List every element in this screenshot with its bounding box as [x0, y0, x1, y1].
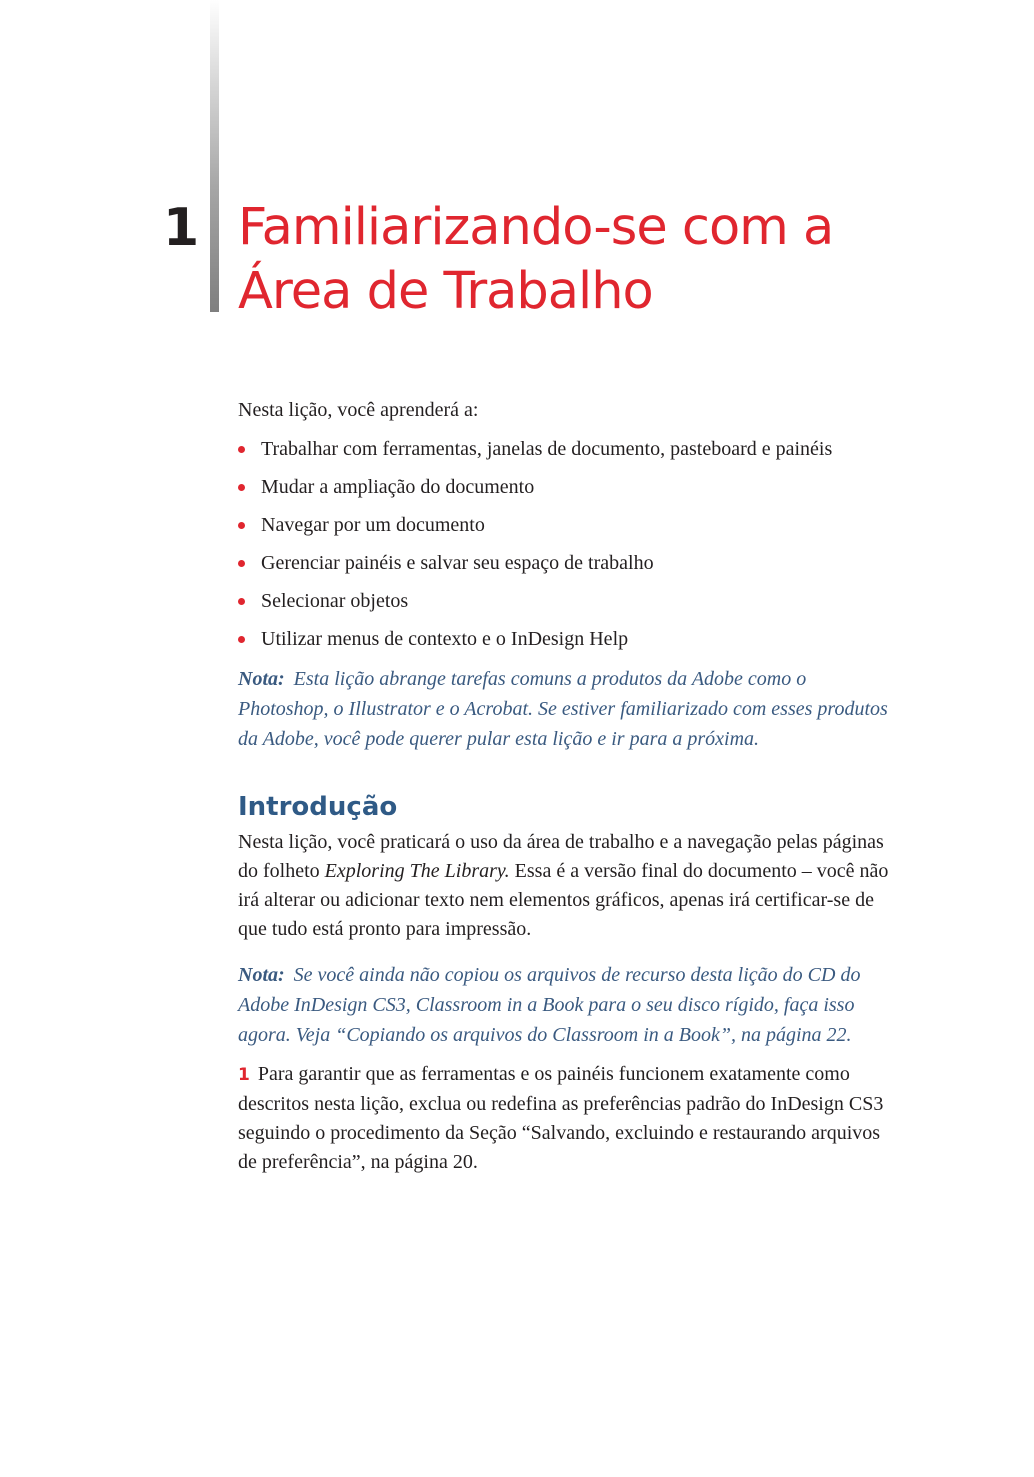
lesson-intro: Nesta lição, você aprenderá a: — [238, 399, 479, 421]
bullet-icon — [238, 598, 245, 605]
objective-item — [238, 588, 898, 614]
objectives-list — [238, 436, 898, 652]
objective-text: Trabalhar com ferramentas, janelas de documento, pasteboard e painéis — [261, 438, 833, 460]
chapter-title-line-2: Área de Trabalho — [238, 262, 653, 321]
paragraph-text-end: Essa é a versão final do documento – você não irá alterar ou adicionar texto nem elementos gráficos, apenas irá certificar-se de que tudo está pronto para impressão. — [238, 860, 889, 940]
objective-item — [238, 512, 898, 538]
bullet-icon — [238, 522, 245, 529]
objective-text: Gerenciar painéis e salvar seu espaço de trabalho — [261, 552, 654, 574]
note-label: Nota: — [238, 964, 285, 986]
objective-item — [238, 550, 898, 576]
note-box — [238, 960, 898, 1050]
objective-item — [238, 474, 898, 500]
chapter-number: 1 — [163, 198, 200, 258]
note-box — [238, 664, 898, 754]
objective-item — [238, 436, 898, 462]
bullet-icon — [238, 560, 245, 567]
step-1 — [238, 1060, 898, 1177]
objective-text: Navegar por um documento — [261, 514, 485, 536]
bullet-icon — [238, 484, 245, 491]
intro-paragraph — [238, 828, 898, 944]
objective-text: Utilizar menus de contexto e o InDesign Help — [261, 628, 629, 650]
paragraph-text: Nesta lição, você praticará o uso da área de trabalho e a navegação pelas páginas do folheto — [238, 831, 884, 882]
book-title: Exploring The Library. — [324, 860, 510, 882]
page-body — [238, 397, 898, 1177]
note-text: Esta lição abrange tarefas comuns a produtos da Adobe como o Photoshop, o Illustrator e o Acrobat. Se estiver familiarizado com esses produtos da Adobe, você pode querer pular esta lição e ir para a próxima. — [238, 668, 888, 750]
note-text: Se você ainda não copiou os arquivos de recurso desta lição do CD do Adobe InDesign CS3, Classroom in a Book para o seu disco rígido, faça isso agora. Veja “Copiando os arquivos do Classroom in a Book”, na página 22. — [238, 964, 861, 1046]
step-number: 1 — [238, 1065, 250, 1085]
chapter-title — [238, 196, 938, 324]
objective-text: Selecionar objetos — [261, 590, 409, 612]
step-text: Para garantir que as ferramentas e os painéis funcionem exatamente como descritos nesta lição, exclua ou redefina as preferências padrão do InDesign CS3 seguindo o procedimento da Seção “Salvando, excluindo e restaurando arquivos de preferência”, na página 20. — [238, 1063, 884, 1173]
section-heading: Introdução — [238, 792, 398, 822]
objective-text: Mudar a ampliação do documento — [261, 476, 535, 498]
objective-item — [238, 626, 898, 652]
bullet-icon — [238, 446, 245, 453]
chapter-title-line-1: Familiarizando-se com a — [238, 198, 834, 257]
bullet-icon — [238, 636, 245, 643]
note-label: Nota: — [238, 668, 285, 690]
chapter-divider-bar — [210, 0, 219, 312]
